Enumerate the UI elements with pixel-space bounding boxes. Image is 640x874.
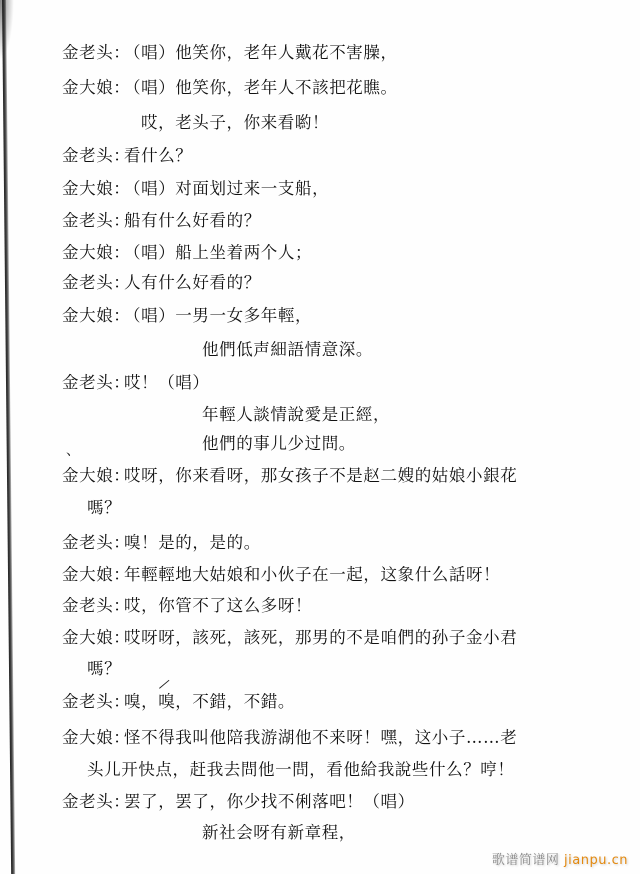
watermark-domain: jianpu.cn [564,853,628,868]
line-text: （唱）他笑你，老年人不該把花瞧。 [124,78,398,97]
line-text: 看什么？ [124,146,193,165]
speaker-label: 金大娘： [62,565,131,584]
dialogue-line [62,176,329,202]
song-verse [202,431,356,457]
line-text: 年輕輕地大姑娘和小伙子在一起，这象什么話呀！ [124,565,501,584]
dialogue-continuation [87,656,121,682]
dialogue-continuation [87,757,515,783]
dialogue-line [62,270,261,296]
dialogue-line [62,689,295,715]
line-text: 嗅！是的，是的。 [124,533,261,552]
speaker-label: 金大娘： [62,466,131,485]
line-text: （唱）一男一女多年輕， [124,306,313,325]
line-text: 嗅，嗅，不錯，不錯。 [124,692,295,711]
dialogue-line [62,208,261,234]
dialogue-continuation [141,110,329,136]
line-text: 人有什么好看的？ [124,273,261,292]
line-text: 船有什么好看的？ [124,211,261,230]
speaker-label: 金老头： [62,596,131,615]
speaker-label: 金老头： [62,692,131,711]
line-text: 哎！（唱） [124,373,210,392]
scan-smudge [0,0,14,60]
dialogue-line [62,530,261,556]
dialogue-line [62,240,312,266]
song-verse [202,402,390,428]
line-text: 年輕人談情說愛是正經， [202,405,391,424]
watermark-label: 歌谱简谱网 [491,853,560,868]
ink-speck: 、 [66,443,80,459]
line-text: 哎，老头子，你来看喲！ [141,113,330,132]
page-binding-edge [2,0,15,874]
line-text: 他們低声細語情意深。 [202,340,373,359]
speaker-label: 金老头： [62,273,131,292]
dialogue-line [62,370,210,396]
speaker-label: 金老头： [62,533,131,552]
speaker-label: 金大娘： [62,628,131,647]
line-text: 嗎？ [87,659,122,678]
dialogue-line [62,40,398,66]
speaker-label: 金大娘： [62,243,131,262]
line-text: （唱）对面划过来一支船， [124,179,330,198]
song-verse [202,820,356,846]
dialogue-line [62,593,312,619]
speaker-label: 金大娘： [62,179,131,198]
speaker-label: 金大娘： [62,78,131,97]
line-text: 新社会呀有新章程， [202,823,356,842]
dialogue-line [62,143,192,169]
line-text: 嗎？ [87,498,122,517]
line-text: 哎，你管不了这么多呀！ [124,596,313,615]
dialogue-line [62,625,517,651]
speaker-label: 金老头： [62,211,131,230]
line-text: （唱）他笑你，老年人戴花不害臊， [124,43,398,62]
dialogue-line [62,463,517,489]
dialogue-line [62,789,415,815]
dialogue-line [62,303,312,329]
dialogue-line [62,562,500,588]
speaker-label: 金大娘： [62,728,131,747]
site-watermark [492,849,628,868]
line-text: 罢了，罢了，你少找不俐落吧！（唱） [124,792,415,811]
line-text: 怪不得我叫他陪我游湖他不来呀！嘿，这小子……老 [124,728,518,747]
speaker-label: 金大娘： [62,306,131,325]
dialogue-line [62,725,517,751]
speaker-label: 金老头： [62,792,131,811]
dialogue-line [62,75,398,101]
line-text: 哎呀，你来看呀，那女孩子不是赵二嫂的姑娘小銀花 [124,466,518,485]
line-text: 哎呀呀，該死，該死，那男的不是咱們的孙子金小君 [124,628,518,647]
song-verse [202,337,373,363]
line-text: 头儿开快点，赶我去問他一問，看他給我說些什么？哼！ [87,760,515,779]
speaker-label: 金老头： [62,146,131,165]
ink-stroke: — [153,673,175,695]
speaker-label: 金老头： [62,43,131,62]
line-text: 他們的事儿少过問。 [202,434,356,453]
speaker-label: 金老头： [62,373,131,392]
dialogue-continuation [87,495,121,521]
line-text: （唱）船上坐着两个人； [124,243,313,262]
